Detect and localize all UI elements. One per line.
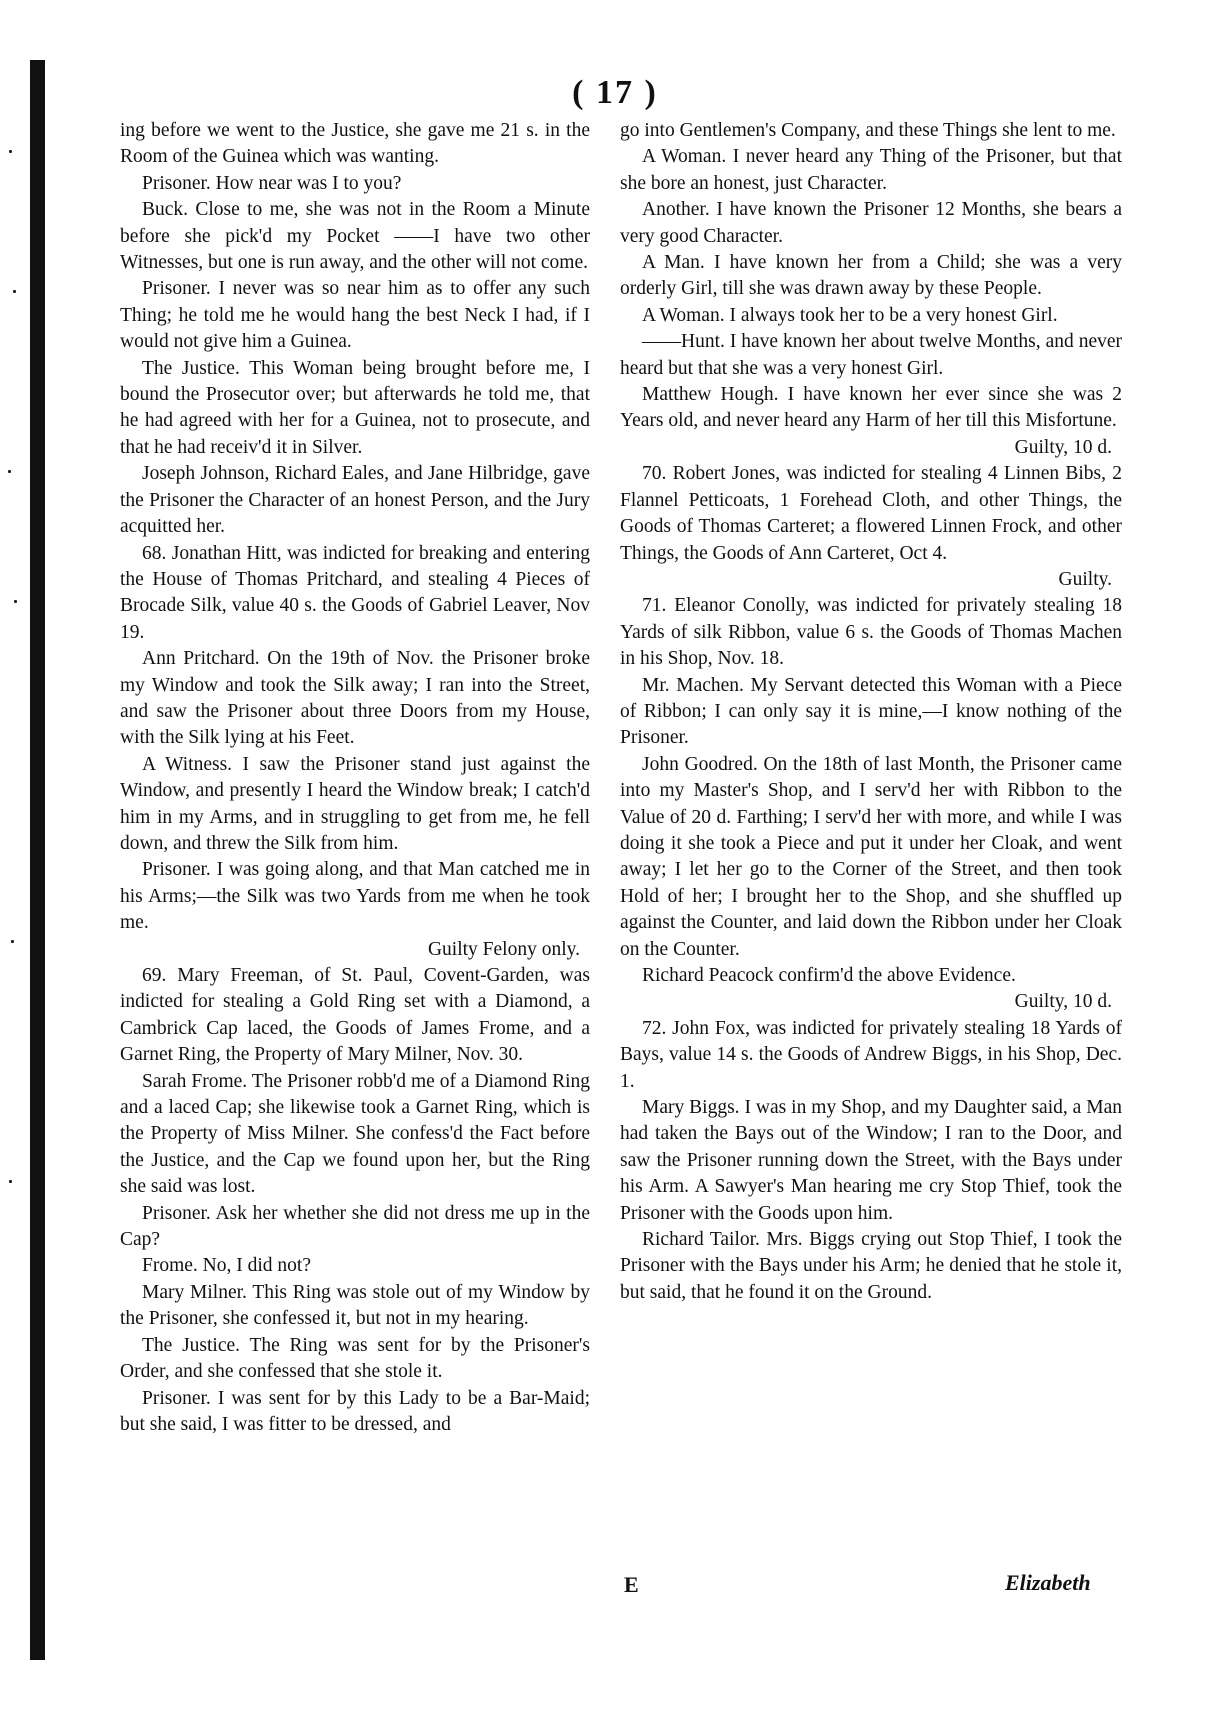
right-column — [620, 118, 1122, 1306]
catchword: Elizabeth — [1005, 1570, 1091, 1595]
paragraph: Richard Tailor. Mrs. Biggs crying out Stop Thief, I took the Prisoner with the Bays under his Arm; he denied that he stole it, but said, that he found it on the Ground. — [620, 1229, 1122, 1303]
paragraph: A Man. I have known her from a Child; she was a very orderly Girl, till she was drawn away by these People. — [620, 252, 1122, 300]
paragraph: Another. I have known the Prisoner 12 Months, she bears a very good Character. — [620, 199, 1122, 247]
signature-mark: E — [624, 1572, 639, 1597]
paragraph: Frome. No, I did not? — [142, 1255, 311, 1277]
left-column — [120, 118, 590, 1438]
paragraph: Joseph Johnson, Richard Eales, and Jane Hilbridge, gave the Prisoner the Character of an honest Person, and the Jury acquitted her. — [120, 463, 590, 538]
paragraph: A Witness. I saw the Prisoner stand just against the Window, and presently I heard the Window break; I catch'd him in my Arms, and in struggling to get from me, he fell down, and threw the Silk from him. — [120, 753, 590, 854]
paragraph: 68. Jonathan Hitt, was indicted for breaking and entering the House of Thomas Pritchard, and stealing 4 Pieces of Brocade Silk, value 40 s. the Goods of Gabriel Leaver, Nov 19. — [120, 542, 590, 643]
paragraph: A Woman. I always took her to be a very honest Girl. — [642, 304, 1058, 326]
paragraph: Prisoner. I was going along, and that Man catched me in his Arms;—the Silk was two Yards from me when he took me. — [120, 859, 590, 934]
paragraph: Sarah Frome. The Prisoner robb'd me of a Diamond Ring and a laced Cap; she likewise took a Garnet Ring, which is the Property of Miss Milner. She confess'd the Fact before the Justice, and the Cap we found upon her, but the Ring she said was lost. — [120, 1070, 590, 1198]
paragraph: The Justice. The Ring was sent for by the Prisoner's Order, and she confessed that she stole it. — [120, 1334, 590, 1383]
paragraph: John Goodred. On the 18th of last Month, the Prisoner came into my Master's Shop, and I serv'd her with Ribbon to the Value of 20 d. Farthing; I serv'd her with more, and while I was doing it she took a Piece and put it under her Cloak, and went away; I let her go to the Corner of the Street, and then took Hold of her; I brought her to the Shop, and she shuffled up against the Counter, and laid down the Ribbon under her Cloak on the Counter. — [620, 753, 1122, 960]
paragraph: Prisoner. I was sent for by this Lady to be a Bar-Maid; but she said, I was fitter to be dressed, and — [120, 1387, 590, 1435]
verdict: Guilty, 10 d. — [1014, 991, 1112, 1013]
binding-shadow — [30, 60, 45, 1660]
verdict: Guilty, 10 d. — [1014, 436, 1112, 458]
paragraph: Buck. Close to me, she was not in the Room a Minute before she pick'd my Pocket ——I have two other Witnesses, but one is run away, and the other will not come. — [120, 199, 590, 274]
paragraph: Richard Peacock confirm'd the above Evidence. — [642, 965, 1016, 986]
paragraph: Prisoner. Ask her whether she did not dress me up in the Cap? — [120, 1202, 590, 1251]
paragraph: ing before we went to the Justice, she gave me 21 s. in the Room of the Guinea which was wanting. — [120, 120, 590, 168]
paragraph: ——Hunt. I have known her about twelve Months, and never heard but that she was a very honest Girl. — [620, 331, 1122, 379]
paragraph: Mary Biggs. I was in my Shop, and my Daughter said, a Man had taken the Bays out of the Window; I ran to the Door, and saw the Prisoner running down the Street, with the Bays under his Arm. A Sawyer's Man hearing me cry Stop Thief, took the Prisoner with the Goods upon him. — [620, 1097, 1122, 1224]
paragraph: 69. Mary Freeman, of St. Paul, Covent-Garden, was indicted for stealing a Gold Ring set with a Diamond, a Cambrick Cap laced, the Goods of James Frome, and a Garnet Ring, the Property of Mary Milner, Nov. 30. — [120, 965, 590, 1066]
paragraph: 72. John Fox, was indicted for privately stealing 18 Yards of Bays, value 14 s. the Goods of Andrew Biggs, in his Shop, Dec. 1. — [620, 1017, 1122, 1092]
paragraph: Mary Milner. This Ring was stole out of my Window by the Prisoner, she confessed it, but not in my hearing. — [120, 1281, 590, 1330]
verdict: Guilty. — [1058, 568, 1112, 590]
paragraph: Ann Pritchard. On the 19th of Nov. the Prisoner broke my Window and took the Silk away; I ran into the Street, and saw the Prisoner about three Doors from my House, with the Silk lying at his Feet. — [120, 648, 590, 749]
page-number: ( 17 ) — [572, 74, 658, 111]
paragraph: Matthew Hough. I have known her ever since she was 2 Years old, and never heard any Harm of her till this Misfortune. — [620, 384, 1122, 432]
verdict: Guilty Felony only. — [427, 938, 580, 960]
paragraph: The Justice. This Woman being brought before me, I bound the Prosecutor over; but afterwards he told me, that he had agreed with her for a Guinea, not to prosecute, and that he had receiv'd it in Silver. — [120, 357, 590, 458]
paragraph: 71. Eleanor Conolly, was indicted for privately stealing 18 Yards of silk Ribbon, value 6 s. the Goods of Thomas Machen in his Shop, Nov. 18. — [620, 595, 1122, 670]
margin-specks — [5, 0, 25, 1723]
paragraph: 70. Robert Jones, was indicted for stealing 4 Linnen Bibs, 2 Flannel Petticoats, 1 Forehead Cloth, and other Things, the Goods of Thomas Carteret; a flowered Linnen Frock, and other Things, the Goods of Ann Carteret, Oct 4. — [620, 463, 1122, 564]
paragraph: Mr. Machen. My Servant detected this Woman with a Piece of Ribbon; I can only say it is mine,—I know nothing of the Prisoner. — [620, 674, 1122, 749]
paragraph: Prisoner. How near was I to you? — [142, 172, 402, 194]
paragraph: A Woman. I never heard any Thing of the Prisoner, but that she bore an honest, just Character. — [620, 146, 1122, 194]
paragraph: go into Gentlemen's Company, and these Things she lent to me. — [620, 120, 1116, 141]
paragraph: Prisoner. I never was so near him as to offer any such Thing; he told me he would hang the best Neck I had, if I would not give him a Guinea. — [120, 278, 590, 353]
